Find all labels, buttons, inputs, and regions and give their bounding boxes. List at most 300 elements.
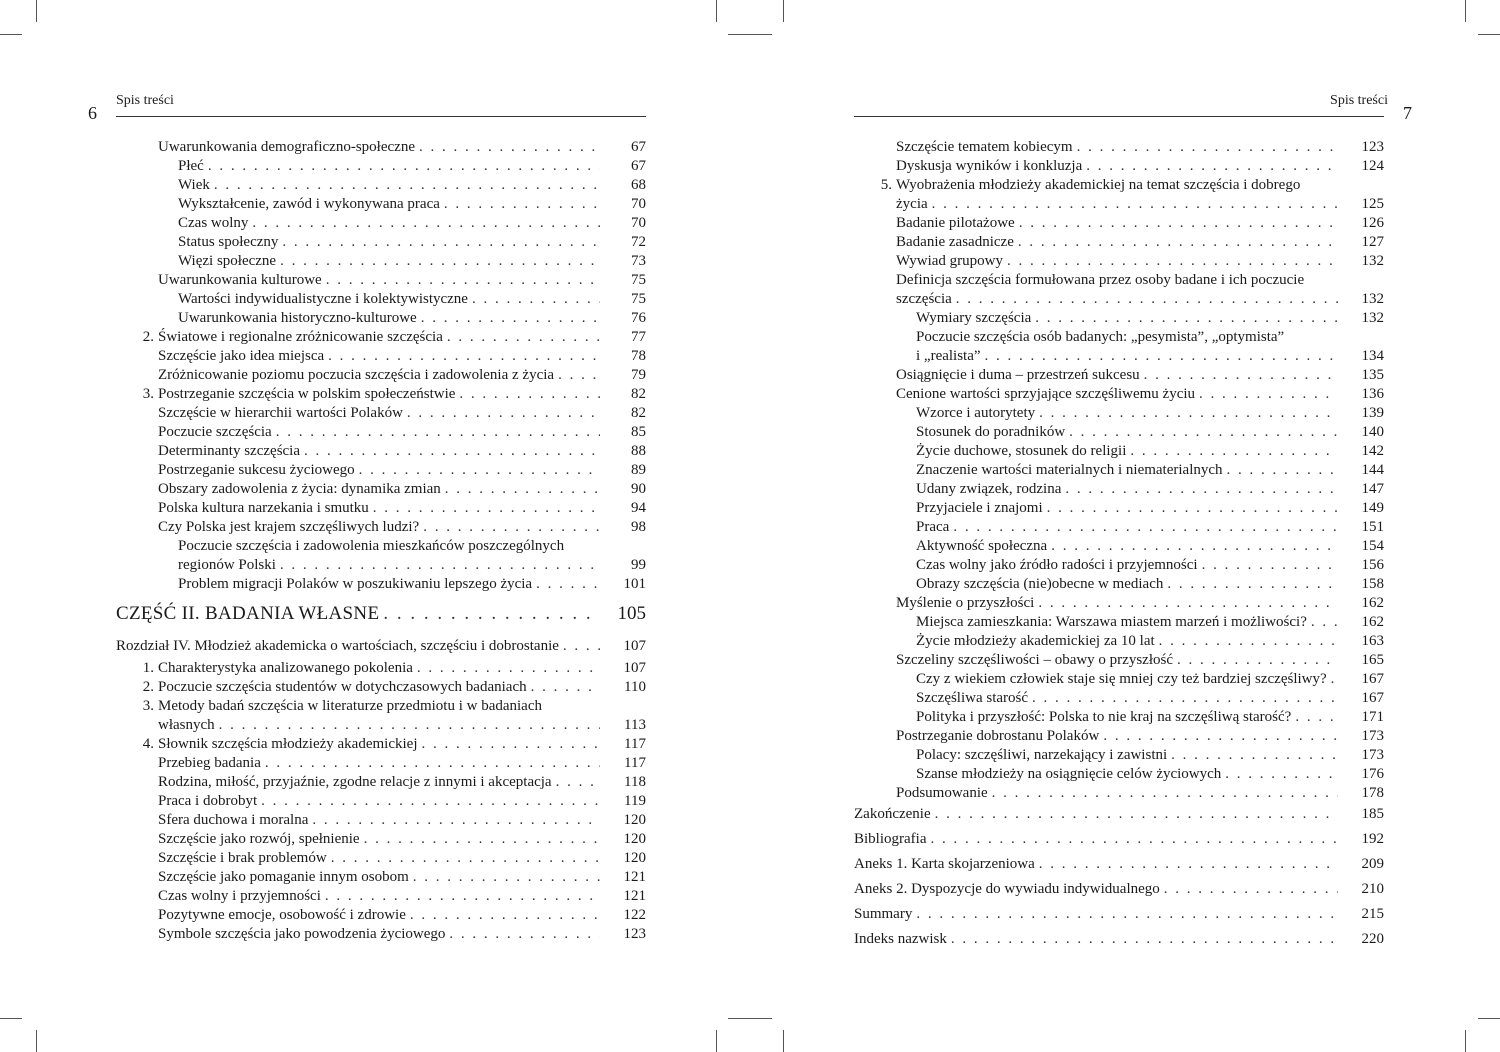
toc-entry-title: Życie duchowe, stosunek do religii bbox=[916, 443, 1127, 459]
dot-leader bbox=[445, 480, 600, 499]
toc-entry-page: 215 bbox=[1361, 906, 1384, 922]
header-rule bbox=[116, 116, 646, 117]
dot-leader bbox=[214, 176, 600, 195]
toc-entry-title: Więzi społeczne bbox=[178, 253, 277, 269]
toc-entry-title: Czas wolny jako źródło radości i przyjemności bbox=[916, 557, 1198, 573]
toc-entry-number: 4. bbox=[142, 736, 154, 752]
toc-entry-title: Szanse młodzieży na osiągnięcie celów życiowych bbox=[916, 766, 1222, 782]
toc-entry bbox=[142, 659, 646, 678]
toc-entry-title: Szczęście i brak problemów bbox=[158, 850, 327, 866]
toc-entry bbox=[916, 708, 1384, 727]
crop-mark bbox=[783, 0, 784, 22]
toc-entry-title: Status społeczny bbox=[178, 234, 279, 250]
dot-leader bbox=[252, 214, 600, 233]
toc-entry-page: 167 bbox=[1361, 671, 1384, 687]
dot-leader bbox=[359, 461, 600, 480]
dot-leader bbox=[1051, 537, 1338, 556]
toc-entry-page: 162 bbox=[1361, 614, 1384, 630]
toc-entry-page: 134 bbox=[1361, 348, 1384, 364]
toc-entry bbox=[178, 575, 646, 594]
toc-entry-page: 98 bbox=[631, 519, 646, 535]
toc-entry-page: 163 bbox=[1361, 633, 1384, 649]
dot-leader bbox=[304, 442, 600, 461]
dot-leader bbox=[326, 271, 600, 290]
toc-entry-title: Badanie zasadnicze bbox=[896, 234, 1014, 250]
crop-mark bbox=[1465, 1030, 1466, 1052]
dot-leader bbox=[932, 195, 1338, 214]
toc-entry-page: 171 bbox=[1361, 709, 1384, 725]
toc-entry-title: Praca i dobrobyt bbox=[158, 793, 258, 809]
dot-leader bbox=[1295, 708, 1338, 727]
toc-entry bbox=[896, 784, 1384, 803]
toc-entry bbox=[916, 480, 1384, 499]
toc-entry-title: Wywiad grupowy bbox=[896, 253, 1003, 269]
toc-entry-page: 158 bbox=[1361, 576, 1384, 592]
toc-entry-title: Metody badań szczęścia w literaturze przedmiotu i w badaniach bbox=[158, 698, 543, 714]
dot-leader bbox=[935, 805, 1338, 824]
toc-entry bbox=[158, 461, 646, 480]
dot-leader bbox=[265, 754, 600, 773]
toc-entry bbox=[158, 868, 646, 887]
toc-entry-page: 185 bbox=[1361, 806, 1384, 822]
dot-leader bbox=[1311, 613, 1338, 632]
toc-entry bbox=[854, 855, 1384, 874]
toc-entry-page: 89 bbox=[631, 462, 646, 478]
toc-entry bbox=[916, 404, 1384, 423]
dot-leader bbox=[1065, 480, 1338, 499]
crop-mark bbox=[728, 1018, 772, 1019]
toc-entry bbox=[896, 271, 1384, 309]
dot-leader bbox=[325, 887, 600, 906]
toc-entry bbox=[916, 442, 1384, 461]
toc-entry bbox=[916, 765, 1384, 784]
toc-entry bbox=[116, 637, 646, 656]
toc-entry bbox=[854, 905, 1384, 924]
toc-entry-page: 78 bbox=[631, 348, 646, 364]
toc-entry-page: 70 bbox=[631, 215, 646, 231]
toc-entry bbox=[142, 735, 646, 754]
toc-entry-title: Uwarunkowania demograficzno-społeczne bbox=[158, 139, 415, 155]
toc-entry-page: 151 bbox=[1361, 519, 1384, 535]
toc-entry-title: Badanie pilotażowe bbox=[896, 215, 1015, 231]
crop-mark bbox=[716, 0, 717, 22]
toc-entry-title: Polska kultura narzekania i smutku bbox=[158, 500, 369, 516]
toc-entry-page: 165 bbox=[1361, 652, 1384, 668]
toc-entry-page: 123 bbox=[623, 926, 646, 942]
toc-entry bbox=[158, 773, 646, 792]
toc-entry-title: Czas wolny bbox=[178, 215, 249, 231]
toc-entry bbox=[916, 518, 1384, 537]
toc-entry bbox=[178, 157, 646, 176]
toc-entry-page: 173 bbox=[1361, 747, 1384, 763]
dot-leader bbox=[413, 868, 600, 887]
toc-entry-page: 120 bbox=[623, 831, 646, 847]
dot-leader bbox=[1103, 727, 1338, 746]
toc-entry-title: Postrzeganie sukcesu życiowego bbox=[158, 462, 355, 478]
toc-entry bbox=[178, 290, 646, 309]
toc-entry bbox=[178, 252, 646, 271]
running-head: Spis treści bbox=[1330, 93, 1388, 108]
toc-entry-title: Aneks 2. Dyspozycje do wywiadu indywidualnego bbox=[854, 881, 1160, 897]
dot-leader bbox=[930, 830, 1338, 849]
toc-entry-page: 75 bbox=[631, 272, 646, 288]
toc-entry bbox=[916, 461, 1384, 480]
toc-entry-title: Szczęście w hierarchii wartości Polaków bbox=[158, 405, 403, 421]
dot-leader bbox=[444, 195, 600, 214]
toc-entry bbox=[916, 309, 1384, 328]
toc-entry-title: Poczucie szczęścia i zadowolenia mieszkańców poszczególnych bbox=[178, 538, 565, 554]
toc-entry-page: 124 bbox=[1361, 158, 1384, 174]
toc-entry bbox=[178, 176, 646, 195]
toc-entry-number: 2. bbox=[142, 329, 154, 345]
toc-entry bbox=[916, 670, 1384, 689]
toc-entry-title: Polacy: szczęśliwi, narzekający i zawistni bbox=[916, 747, 1168, 763]
toc-entry bbox=[854, 805, 1384, 824]
dot-leader bbox=[1159, 632, 1338, 651]
dot-leader bbox=[276, 423, 600, 442]
toc-entry bbox=[142, 385, 646, 404]
dot-leader bbox=[423, 518, 600, 537]
toc-entry-title: Wzorce i autorytety bbox=[916, 405, 1036, 421]
toc-entry-page: 117 bbox=[624, 755, 646, 771]
toc-entry-page: 154 bbox=[1361, 538, 1384, 554]
toc-entry bbox=[178, 233, 646, 252]
dot-leader bbox=[280, 556, 600, 575]
toc-entry bbox=[158, 499, 646, 518]
toc-entry-title: Aneks 1. Karta skojarzeniowa bbox=[854, 856, 1035, 872]
dot-leader bbox=[1227, 461, 1338, 480]
dot-leader bbox=[208, 157, 600, 176]
toc-entry-title-continued: i „realista” bbox=[916, 348, 981, 364]
toc-entry bbox=[916, 575, 1384, 594]
toc-entry bbox=[916, 613, 1384, 632]
toc-entry-title: Szczeliny szczęśliwości – obawy o przyszłość bbox=[896, 652, 1173, 668]
dot-leader bbox=[364, 830, 600, 849]
toc-entry-page: 113 bbox=[624, 717, 646, 733]
toc-entry bbox=[896, 252, 1384, 271]
toc-entry bbox=[158, 830, 646, 849]
toc-entry-page: 149 bbox=[1361, 500, 1384, 516]
dot-leader bbox=[953, 518, 1338, 537]
toc-entry bbox=[142, 697, 646, 735]
dot-leader bbox=[419, 138, 600, 157]
toc-entry bbox=[896, 727, 1384, 746]
toc-entry-page: 142 bbox=[1361, 443, 1384, 459]
toc-entry bbox=[158, 792, 646, 811]
dot-leader bbox=[421, 735, 600, 754]
dot-leader bbox=[1167, 575, 1338, 594]
toc-entry-title: Obszary zadowolenia z życia: dynamika zmian bbox=[158, 481, 441, 497]
toc-entry-title: Indeks nazwisk bbox=[854, 931, 947, 947]
toc-entry-page: 123 bbox=[1361, 139, 1384, 155]
dot-leader bbox=[1225, 765, 1338, 784]
dot-leader bbox=[992, 784, 1338, 803]
toc-entry bbox=[158, 811, 646, 830]
toc-entry-title: Płeć bbox=[178, 158, 204, 174]
toc-entry-title: Wyobrażenia młodzieży akademickiej na temat szczęścia i dobrego bbox=[896, 177, 1301, 193]
dot-leader bbox=[531, 678, 600, 697]
toc-entry bbox=[158, 887, 646, 906]
running-head: Spis treści bbox=[116, 93, 174, 108]
toc-entry-title: Życie młodzieży akademickiej za 10 lat bbox=[916, 633, 1155, 649]
toc-entry-title: Myślenie o przyszłości bbox=[896, 595, 1035, 611]
toc-entry bbox=[116, 604, 646, 623]
toc-entry-number: 5. bbox=[880, 177, 892, 193]
dot-leader bbox=[916, 905, 1338, 924]
toc-entry bbox=[158, 925, 646, 944]
toc-entry bbox=[896, 138, 1384, 157]
toc-entry bbox=[916, 537, 1384, 556]
toc-entry-title: Czy Polska jest krajem szczęśliwych ludzi? bbox=[158, 519, 420, 535]
dot-leader bbox=[219, 716, 600, 735]
toc-entry-page: 132 bbox=[1361, 291, 1384, 307]
dot-leader bbox=[536, 575, 600, 594]
toc-entry-title: Znaczenie wartości materialnych i niematerialnych bbox=[916, 462, 1223, 478]
toc-entry bbox=[158, 442, 646, 461]
dot-leader bbox=[1202, 556, 1338, 575]
toc-entry-title: Wykształcenie, zawód i wykonywana praca bbox=[178, 196, 440, 212]
dot-leader bbox=[459, 385, 600, 404]
toc-entry-title: Przebieg badania bbox=[158, 755, 261, 771]
toc-entry-page: 140 bbox=[1361, 424, 1384, 440]
dot-leader bbox=[1039, 404, 1338, 423]
dot-leader bbox=[383, 604, 600, 623]
toc-entry-page: 122 bbox=[623, 907, 646, 923]
crop-mark bbox=[1465, 0, 1466, 22]
toc-entry bbox=[854, 880, 1384, 899]
dot-leader bbox=[1047, 499, 1338, 518]
page-number: 6 bbox=[88, 103, 97, 123]
crop-mark bbox=[0, 34, 22, 35]
toc-entry-title: Poczucie szczęścia studentów w dotychczasowych badaniach bbox=[158, 679, 527, 695]
toc-entry-page: 105 bbox=[617, 603, 646, 624]
dot-leader bbox=[282, 233, 600, 252]
toc-entry-title: Wymiary szczęścia bbox=[916, 310, 1032, 326]
dot-leader bbox=[1069, 423, 1338, 442]
toc-entry-title-continued: własnych bbox=[158, 717, 215, 733]
dot-leader bbox=[312, 811, 600, 830]
toc-entry bbox=[916, 556, 1384, 575]
crop-mark bbox=[728, 34, 772, 35]
dot-leader bbox=[421, 309, 600, 328]
toc-entry-title-continued: regionów Polski bbox=[178, 557, 276, 573]
page-number: 7 bbox=[1403, 103, 1412, 123]
toc-entry-page: 118 bbox=[624, 774, 646, 790]
crop-mark bbox=[1478, 34, 1500, 35]
dot-leader bbox=[417, 659, 600, 678]
toc-entry-title: Czas wolny i przyjemności bbox=[158, 888, 321, 904]
toc-entry-page: 107 bbox=[623, 660, 646, 676]
toc-entry bbox=[158, 480, 646, 499]
toc-entry-title: Czy z wiekiem człowiek staje się mniej czy też bardziej szczęśliwy? bbox=[916, 671, 1327, 687]
dot-leader bbox=[563, 637, 600, 656]
dot-leader bbox=[373, 499, 600, 518]
toc-entry-page: 139 bbox=[1361, 405, 1384, 421]
toc-entry-title: Osiągnięcie i duma – przestrzeń sukcesu bbox=[896, 367, 1140, 383]
dot-leader bbox=[1007, 252, 1338, 271]
toc-entry-page: 126 bbox=[1361, 215, 1384, 231]
toc-entry bbox=[916, 328, 1384, 366]
toc-entry-title: Aktywność społeczna bbox=[916, 538, 1048, 554]
toc-entry-page: 107 bbox=[623, 638, 646, 654]
dot-leader bbox=[472, 290, 600, 309]
toc-entry-page: 82 bbox=[631, 386, 646, 402]
dot-leader bbox=[1039, 855, 1338, 874]
toc-entry-title: Udany związek, rodzina bbox=[916, 481, 1062, 497]
toc-entry-page: 176 bbox=[1361, 766, 1384, 782]
toc-entry-title: Dyskusja wyników i konkluzja bbox=[896, 158, 1083, 174]
toc-entry bbox=[880, 176, 1384, 214]
toc-entry-number: 2. bbox=[142, 679, 154, 695]
toc-entry-title: Cenione wartości sprzyjające szczęśliwemu życiu bbox=[896, 386, 1196, 402]
dot-leader bbox=[956, 290, 1338, 309]
toc-entry-page: 156 bbox=[1361, 557, 1384, 573]
toc-entry bbox=[916, 499, 1384, 518]
toc-entry-title: Sfera duchowa i moralna bbox=[158, 812, 309, 828]
toc-entry-page: 120 bbox=[623, 812, 646, 828]
toc-entry bbox=[178, 214, 646, 233]
toc-entry-title-continued: szczęścia bbox=[896, 291, 952, 307]
toc-entry-number: 3. bbox=[142, 386, 154, 402]
toc-entry-page: 210 bbox=[1361, 881, 1384, 897]
toc-entry-title: Szczęście tematem kobiecym bbox=[896, 139, 1073, 155]
toc-entry-title: Wiek bbox=[178, 177, 210, 193]
toc-entry-title: Pozytywne emocje, osobowość i zdrowie bbox=[158, 907, 406, 923]
toc-entry-page: 70 bbox=[631, 196, 646, 212]
crop-mark bbox=[783, 1030, 784, 1052]
toc-entry-page: 144 bbox=[1361, 462, 1384, 478]
toc-entry-title: Bibliografia bbox=[854, 831, 927, 847]
toc-entry-title: Charakterystyka analizowanego pokolenia bbox=[158, 660, 413, 676]
toc-entry-page: 101 bbox=[623, 576, 646, 592]
toc-entry-title: Poczucie szczęścia bbox=[158, 424, 272, 440]
dot-leader bbox=[280, 252, 600, 271]
toc-entry-page: 76 bbox=[631, 310, 646, 326]
header-rule bbox=[854, 116, 1384, 117]
toc-entry-page: 99 bbox=[631, 557, 646, 573]
toc-entry-title: Polityka i przyszłość: Polska to nie kraj na szczęśliwą starość? bbox=[916, 709, 1292, 725]
toc-entry bbox=[178, 195, 646, 214]
toc-entry-title: Problem migracji Polaków w poszukiwaniu lepszego życia bbox=[178, 576, 533, 592]
dot-leader bbox=[1038, 594, 1338, 613]
toc-entry bbox=[916, 632, 1384, 651]
toc-entry bbox=[158, 366, 646, 385]
toc-entry-title: Stosunek do poradników bbox=[916, 424, 1066, 440]
toc-entry-page: 79 bbox=[631, 367, 646, 383]
toc-entry-page: 119 bbox=[624, 793, 646, 809]
toc-entry-page: 88 bbox=[631, 443, 646, 459]
toc-entry-page: 192 bbox=[1361, 831, 1384, 847]
toc-entry-title: Światowe i regionalne zróżnicowanie szczęścia bbox=[158, 329, 443, 345]
toc-entry bbox=[896, 651, 1384, 670]
toc-entry-title: Przyjaciele i znajomi bbox=[916, 500, 1043, 516]
toc-entry-title: Zakończenie bbox=[854, 806, 931, 822]
dot-leader bbox=[1164, 880, 1338, 899]
toc-entry-title: Summary bbox=[854, 906, 913, 922]
toc-entry bbox=[896, 594, 1384, 613]
toc-entry-page: 72 bbox=[631, 234, 646, 250]
toc-entry-title: Poczucie szczęścia osób badanych: „pesymista”, „optymista” bbox=[916, 329, 1285, 345]
toc-entry bbox=[158, 347, 646, 366]
dot-leader bbox=[331, 849, 600, 868]
toc-entry-title: Szczęście jako idea miejsca bbox=[158, 348, 325, 364]
toc-entry-page: 94 bbox=[631, 500, 646, 516]
toc-entry-page: 75 bbox=[631, 291, 646, 307]
toc-entry-page: 68 bbox=[631, 177, 646, 193]
toc-entry-title: Rozdział IV. Młodzież akademicka o wartościach, szczęściu i dobrostanie bbox=[116, 638, 559, 654]
toc-entry-page: 132 bbox=[1361, 310, 1384, 326]
dot-leader bbox=[1144, 366, 1338, 385]
toc-entry-page: 127 bbox=[1361, 234, 1384, 250]
toc-entry bbox=[896, 366, 1384, 385]
toc-entry-page: 220 bbox=[1361, 931, 1384, 947]
toc-entry bbox=[158, 423, 646, 442]
toc-entry-page: 173 bbox=[1361, 728, 1384, 744]
toc-entry-title: Szczęście jako rozwój, spełnienie bbox=[158, 831, 360, 847]
toc-entry-title: Obrazy szczęścia (nie)obecne w mediach bbox=[916, 576, 1164, 592]
toc-entry-page: 117 bbox=[624, 736, 646, 752]
toc-entry bbox=[158, 271, 646, 290]
toc-entry-page: 90 bbox=[631, 481, 646, 497]
toc-entry-title: Szczęście jako pomaganie innym osobom bbox=[158, 869, 409, 885]
dot-leader bbox=[1199, 385, 1338, 404]
dot-leader bbox=[1035, 309, 1338, 328]
toc-entry-page: 85 bbox=[631, 424, 646, 440]
toc-entry-page: 132 bbox=[1361, 253, 1384, 269]
toc-entry-page: 67 bbox=[631, 139, 646, 155]
toc-entry-title: Postrzeganie dobrostanu Polaków bbox=[896, 728, 1100, 744]
toc-entry bbox=[916, 746, 1384, 765]
toc-entry bbox=[896, 214, 1384, 233]
dot-leader bbox=[410, 906, 600, 925]
toc-entry-title: Podsumowanie bbox=[896, 785, 988, 801]
toc-entry-title: Postrzeganie szczęścia w polskim społeczeństwie bbox=[158, 386, 456, 402]
toc-entry-page: 73 bbox=[631, 253, 646, 269]
toc-entry-page: 147 bbox=[1361, 481, 1384, 497]
toc-entry-page: 162 bbox=[1361, 595, 1384, 611]
toc-entry-page: 125 bbox=[1361, 196, 1384, 212]
dot-leader bbox=[328, 347, 600, 366]
toc-entry-title: Praca bbox=[916, 519, 950, 535]
toc-entry-page: 121 bbox=[623, 888, 646, 904]
toc-entry bbox=[158, 906, 646, 925]
dot-leader bbox=[1331, 670, 1338, 689]
dot-leader bbox=[449, 925, 600, 944]
toc-entry bbox=[158, 404, 646, 423]
toc-entry bbox=[896, 385, 1384, 404]
dot-leader bbox=[1086, 157, 1338, 176]
dot-leader bbox=[1171, 746, 1338, 765]
toc-entry bbox=[896, 157, 1384, 176]
toc-entry-title: Miejsca zamieszkania: Warszawa miastem marzeń i możliwości? bbox=[916, 614, 1307, 630]
toc-entry-page: 77 bbox=[631, 329, 646, 345]
toc-entry-number: 1. bbox=[142, 660, 154, 676]
dot-leader bbox=[407, 404, 600, 423]
toc-entry-title: Rodzina, miłość, przyjaźnie, zgodne relacje z innymi i akceptacja bbox=[158, 774, 552, 790]
toc-entry-page: 120 bbox=[623, 850, 646, 866]
toc-entry-page: 167 bbox=[1361, 690, 1384, 706]
toc-entry bbox=[916, 689, 1384, 708]
dot-leader bbox=[1032, 689, 1338, 708]
toc-entry bbox=[142, 328, 646, 347]
toc-entry-page: 110 bbox=[624, 679, 646, 695]
dot-leader bbox=[1177, 651, 1338, 670]
toc-entry-title: Wartości indywidualistyczne i kolektywistyczne bbox=[178, 291, 468, 307]
dot-leader bbox=[261, 792, 600, 811]
toc-entry bbox=[896, 233, 1384, 252]
dot-leader bbox=[447, 328, 600, 347]
toc-entry-title: CZĘŚĆ II. BADANIA WŁASNE bbox=[116, 603, 380, 624]
